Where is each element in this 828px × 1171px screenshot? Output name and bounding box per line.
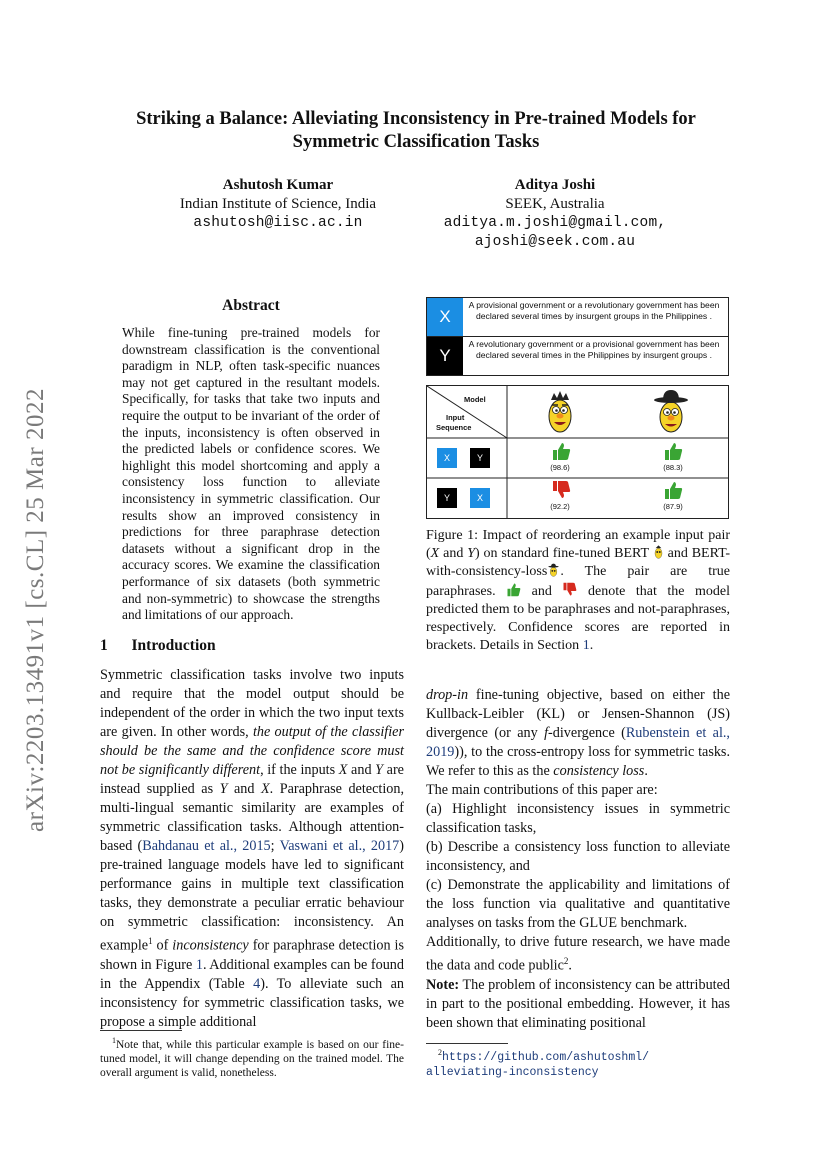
abstract-heading: Abstract: [222, 297, 280, 314]
figure-input-y-row: [426, 336, 729, 376]
citation-link[interactable]: Vaswani et al., 2017: [279, 838, 400, 854]
x-badge: X: [427, 298, 463, 336]
y-sentence: A revolutionary government or a provisional government has been declared several times in the Philippines by insurgent groups .: [468, 339, 720, 360]
bert-cl-conf-row2: (87.9): [663, 502, 683, 511]
figure-1-caption: Figure 1: Impact of reordering an example input pair (X and Y) on standard fine-tuned BERT and BERT-with-consistency-loss . The pair are true paraphrases. and denote that the model predicted them to be paraphrases and not-paraphrases, respectively. Confidence scores are reported in brackets. Details in Section 1.: [426, 528, 731, 654]
title-line-1: Striking a Balance: Alleviating Inconsistency in Pre-trained Models for: [136, 109, 696, 129]
author-affiliation: Indian Institute of Science, India: [179, 196, 377, 212]
figure-reference-link[interactable]: 1: [195, 956, 203, 973]
footnote-rule: [100, 1030, 182, 1031]
code-url-link[interactable]: alleviating-inconsistency: [426, 1065, 599, 1079]
footnote-marker[interactable]: 1: [148, 936, 153, 946]
order-x-badge: X: [470, 488, 490, 508]
bert-consistency-face-icon: [547, 563, 560, 577]
x-sentence: A provisional government or a revolutionary government has been declared several times by insurgent groups in the Philippines .: [468, 300, 720, 321]
order-y-badge: Y: [470, 448, 490, 468]
footnote-2: $^2$https://github.com/ashutoshml/ alleviating-inconsistency: [426, 1048, 650, 1079]
thumbs-up-icon: [506, 582, 521, 597]
title-line-2: Symmetric Classification Tasks: [292, 132, 540, 152]
figure-prediction-table: [426, 385, 729, 519]
figure-1: [426, 297, 729, 519]
y-badge: Y: [427, 337, 463, 375]
code-url-link[interactable]: https://github.com/ashutoshml/: [442, 1050, 650, 1064]
thumbs-down-icon: [551, 480, 571, 500]
section-heading-introduction: [100, 637, 216, 655]
thumbs-up-icon: [663, 480, 683, 500]
footnote-1: $^1$Note that, while this particular example is based on our fine-tuned model, it will change depending on the trained model. The overall argument is valid, nonetheless.: [100, 1036, 404, 1079]
header-sequence-label: Sequence: [436, 423, 472, 432]
author-affiliation: SEEK, Australia: [505, 196, 605, 212]
author-name: Aditya Joshi: [514, 177, 596, 193]
contribution-a: (a) Highlight inconsistency issues in symmetric classification tasks,: [426, 801, 730, 836]
order-y-badge: Y: [437, 488, 457, 508]
footnote-marker[interactable]: 2: [563, 956, 569, 966]
bert-conf-row1: (98.6): [550, 463, 570, 472]
contribution-c: (c) Demonstrate the applicability and limitations of the loss function via qualitative and quantitative analyses on tasks from the GLUE benchmark.: [426, 877, 730, 931]
bert-face-icon: [653, 545, 664, 559]
header-model-label: Model: [464, 395, 486, 404]
author-email[interactable]: ajoshi@seek.com.au: [474, 234, 636, 250]
section-reference-link[interactable]: 1: [582, 638, 590, 654]
thumbs-up-icon: [551, 441, 571, 461]
intro-paragraph-1: Symmetric classification tasks involve two inputs and require that the model output should be independent of the order in which the two input texts are given. In other words, the output of the classifier should be the same and the confidence score must not be significantly different, if the inputs X and Y are instead supplied as Y and X. Paraphrase detection, multi-lingual semantic similarity are examples of symmetric classification tasks. Although attention-based (Bahdanau et al., 2015; Vaswani et al., 2017) pre-trained language models have led to significant performance gains in multiple text classification tasks, they demonstrate a peculiar erratic behaviour on symmetric classification: inconsistency. An example$^1$ of inconsistency for paraphrase detection is shown in Figure 1. Additional examples can be found in the Appendix (Table 4). To alleviate such an inconsistency for symmetric classification tasks, we propose a simple additional: [100, 667, 405, 1030]
author-email[interactable]: ashutosh@iisc.ac.in: [193, 215, 363, 231]
author-2: [410, 176, 700, 252]
bert-conf-row2: (92.2): [550, 502, 570, 511]
bert-cl-conf-row1: (88.3): [663, 463, 683, 472]
section-title: Introduction: [131, 637, 216, 654]
paper-title: [100, 108, 732, 154]
footnote-rule: [426, 1043, 508, 1044]
thumbs-down-icon: [562, 582, 577, 597]
table-reference-link[interactable]: 4: [253, 975, 261, 992]
citation-link[interactable]: Bahdanau et al., 2015: [142, 838, 271, 854]
author-1: [130, 176, 426, 233]
author-name: Ashutosh Kumar: [222, 177, 334, 193]
thumbs-up-icon: [663, 441, 683, 461]
citation-link[interactable]: Rubenstein et al., 2019: [426, 725, 730, 760]
author-email[interactable]: aditya.m.joshi@gmail.com,: [443, 215, 667, 231]
arxiv-identifier: [6, 360, 66, 860]
arxiv-id-text: arXiv:2203.13491v1 [cs.CL] 25 Mar 2022: [22, 388, 49, 832]
bert-face-icon: [545, 390, 575, 434]
figure-input-x-row: [426, 297, 729, 337]
bert-consistency-face-icon: [653, 388, 689, 434]
contribution-b: (b) Describe a consistency loss function to alleviate inconsistency, and: [426, 839, 730, 874]
intro-paragraph-2: drop-in fine-tuning objective, based on either the Kullback-Leibler (KL) or Jensen-Shannon (JS) divergence (or any f-divergence (Rubenstein et al., 2019)), to the cross-entropy loss for symmetric tasks. We refer to this as the consistency loss. The main contributions of this paper are: (a) Highlight inconsistency issues in symmetric classification tasks, (b) Describe a consistency loss function to alleviate inconsistency, and (c) Demonstrate the applicability and limitations of the loss function via qualitative and quantitative analyses on tasks from the GLUE benchmark. Additionally, to drive future research, we have made the data and code public$^2$. Note: The problem of inconsistency can be attributed in part to the positional embedding. However, it has been shown that eliminating positional: [426, 687, 730, 1031]
section-number: 1: [100, 637, 108, 654]
header-input-label: Input: [446, 413, 465, 422]
abstract-text: While fine-tuning pre-trained models for downstream classification is the conventional paradigm in NLP, often task-specific nuances may not get captured in the resultant models. Specifically, for tasks that take two inputs and require the output to be invariant of the order of the inputs, inconsistency is often observed in the predicted labels or confidence scores. We highlight this model shortcoming and apply a consistency loss function to alleviate inconsistency in symmetric classification. Our results show an improved consistency in predictions for three paraphrase detection datasets without a significant drop in the accuracy scores. We examine the classification performance of six datasets (both symmetric and non-symmetric) to showcase the strengths and limitations of our approach.: [122, 325, 380, 623]
contributions-intro: The main contributions of this paper are:: [426, 782, 658, 798]
order-x-badge: X: [437, 448, 457, 468]
